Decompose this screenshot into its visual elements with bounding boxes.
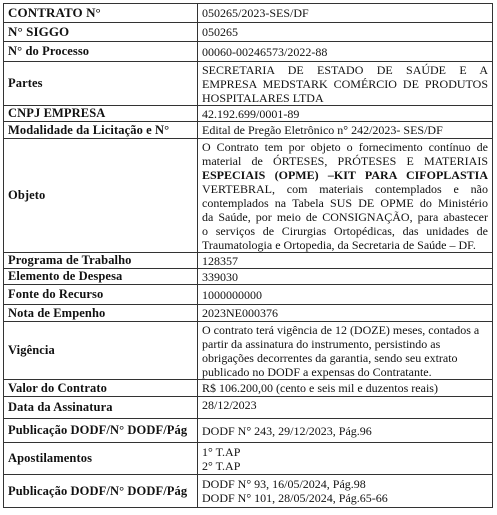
objeto-value	[198, 139, 493, 253]
empenho-value: 2023NE000376	[198, 305, 493, 322]
elemento-value: 339030	[198, 269, 493, 285]
objeto-line: da Saúde, por meio de CONSIGNAÇÃO, para abastecer	[202, 210, 488, 224]
row-fonte	[4, 285, 493, 305]
fonte-label: Fonte do Recurso	[4, 285, 198, 305]
fonte-value: 1000000000	[198, 285, 493, 305]
partes-line: EMPRESA MEDSTARK COMÉRCIO DE PRODUTOS	[202, 77, 488, 91]
assinatura-label: Data da Assinatura	[4, 397, 198, 419]
row-contrato	[4, 4, 493, 23]
objeto-line: Traumatologia e Ortopedia, da Secretaria de Saúde – DF.	[202, 238, 476, 252]
vigencia-value	[198, 322, 493, 380]
vigencia-line: O contrato terá vigência de 12 (DOZE) meses, contados a	[202, 323, 480, 337]
contrato-value: 050265/2023-SES/DF	[198, 4, 493, 23]
processo-value: 00060-00246573/2022-88	[198, 42, 493, 62]
row-publicacao-2	[4, 475, 493, 508]
vigencia-line: obrigações decorrentes da garantia, sendo seu extrato	[202, 351, 458, 365]
row-vigencia	[4, 322, 493, 380]
row-cnpj	[4, 106, 493, 122]
empenho-label: Nota de Empenho	[4, 305, 198, 322]
row-publicacao-1	[4, 419, 493, 443]
contract-summary-table	[3, 3, 493, 508]
valor-value: R$ 106.200,00 (cento e seis mil e duzentos reais)	[198, 380, 493, 397]
row-processo	[4, 42, 493, 62]
vigencia-label: Vigência	[4, 322, 198, 380]
apostilamentos-label: Apostilamentos	[4, 443, 198, 475]
vigencia-line: partir da assinatura do instrumento, persistindo as	[202, 337, 441, 351]
cnpj-value: 42.192.699/0001-89	[198, 106, 493, 122]
modalidade-value: Edital de Pregão Eletrônico n° 242/2023- SES/DF	[198, 122, 493, 139]
row-siggo	[4, 23, 493, 42]
row-empenho	[4, 305, 493, 322]
partes-value	[198, 62, 493, 106]
objeto-line: contemplados na Tabela SUS DE OPME do Ministério	[202, 196, 488, 210]
siggo-label: N° SIGGO	[4, 23, 198, 42]
cnpj-label: CNPJ EMPRESA	[4, 106, 198, 122]
objeto-line: O Contrato tem por objeto o fornecimento contínuo de	[202, 140, 488, 154]
row-assinatura	[4, 397, 493, 419]
publicacao-1-value: DODF N° 243, 29/12/2023, Pág.96	[198, 419, 493, 443]
row-modalidade	[4, 122, 493, 139]
siggo-value: 050265	[198, 23, 493, 42]
publicacao-item: DODF N° 93, 16/05/2024, Pág.98	[202, 477, 366, 491]
valor-label: Valor do Contrato	[4, 380, 198, 397]
row-objeto	[4, 139, 493, 253]
assinatura-value: 28/12/2023	[198, 397, 493, 419]
apostilamentos-value	[198, 443, 493, 475]
apostilamento-item: 2° T.AP	[202, 458, 241, 473]
publicacao-1-label: Publicação DODF/N° DODF/Pág	[4, 419, 198, 443]
programa-value: 128357	[198, 253, 493, 269]
modalidade-label: Modalidade da Licitação e N°	[4, 122, 198, 139]
row-apostilamentos	[4, 443, 493, 475]
row-valor	[4, 380, 493, 397]
programa-label: Programa de Trabalho	[4, 253, 198, 269]
processo-label: N° do Processo	[4, 42, 198, 62]
objeto-label: Objeto	[4, 139, 198, 253]
row-programa	[4, 253, 493, 269]
row-elemento	[4, 269, 493, 285]
publicacao-2-value	[198, 475, 493, 508]
apostilamento-item: 1° T.AP	[202, 444, 241, 459]
row-partes	[4, 62, 493, 106]
partes-line: HOSPITALARES LTDA	[202, 91, 324, 105]
objeto-line: ESPECIAIS (OPME) –KIT PARA CIFOPLASTIA	[202, 168, 488, 182]
contrato-label: CONTRATO N°	[4, 4, 198, 23]
vigencia-line: publicado no DODF a expensas do Contratante.	[202, 365, 432, 379]
elemento-label: Elemento de Despesa	[4, 269, 198, 285]
objeto-line: VERTEBRAL, com materiais contemplados e não	[202, 182, 488, 196]
partes-label: Partes	[4, 62, 198, 106]
publicacao-2-label: Publicação DODF/N° DODF/Pág	[4, 475, 198, 508]
publicacao-item: DODF N° 101, 28/05/2024, Pág.65-66	[202, 491, 388, 505]
partes-line: SECRETARIA DE ESTADO DE SAÚDE E A	[202, 63, 488, 77]
objeto-line: material de ÓRTESES, PRÓTESES E MATERIAIS	[202, 154, 488, 168]
objeto-line: o serviços de Cirurgias Ortopédicas, das unidades de	[202, 224, 488, 238]
